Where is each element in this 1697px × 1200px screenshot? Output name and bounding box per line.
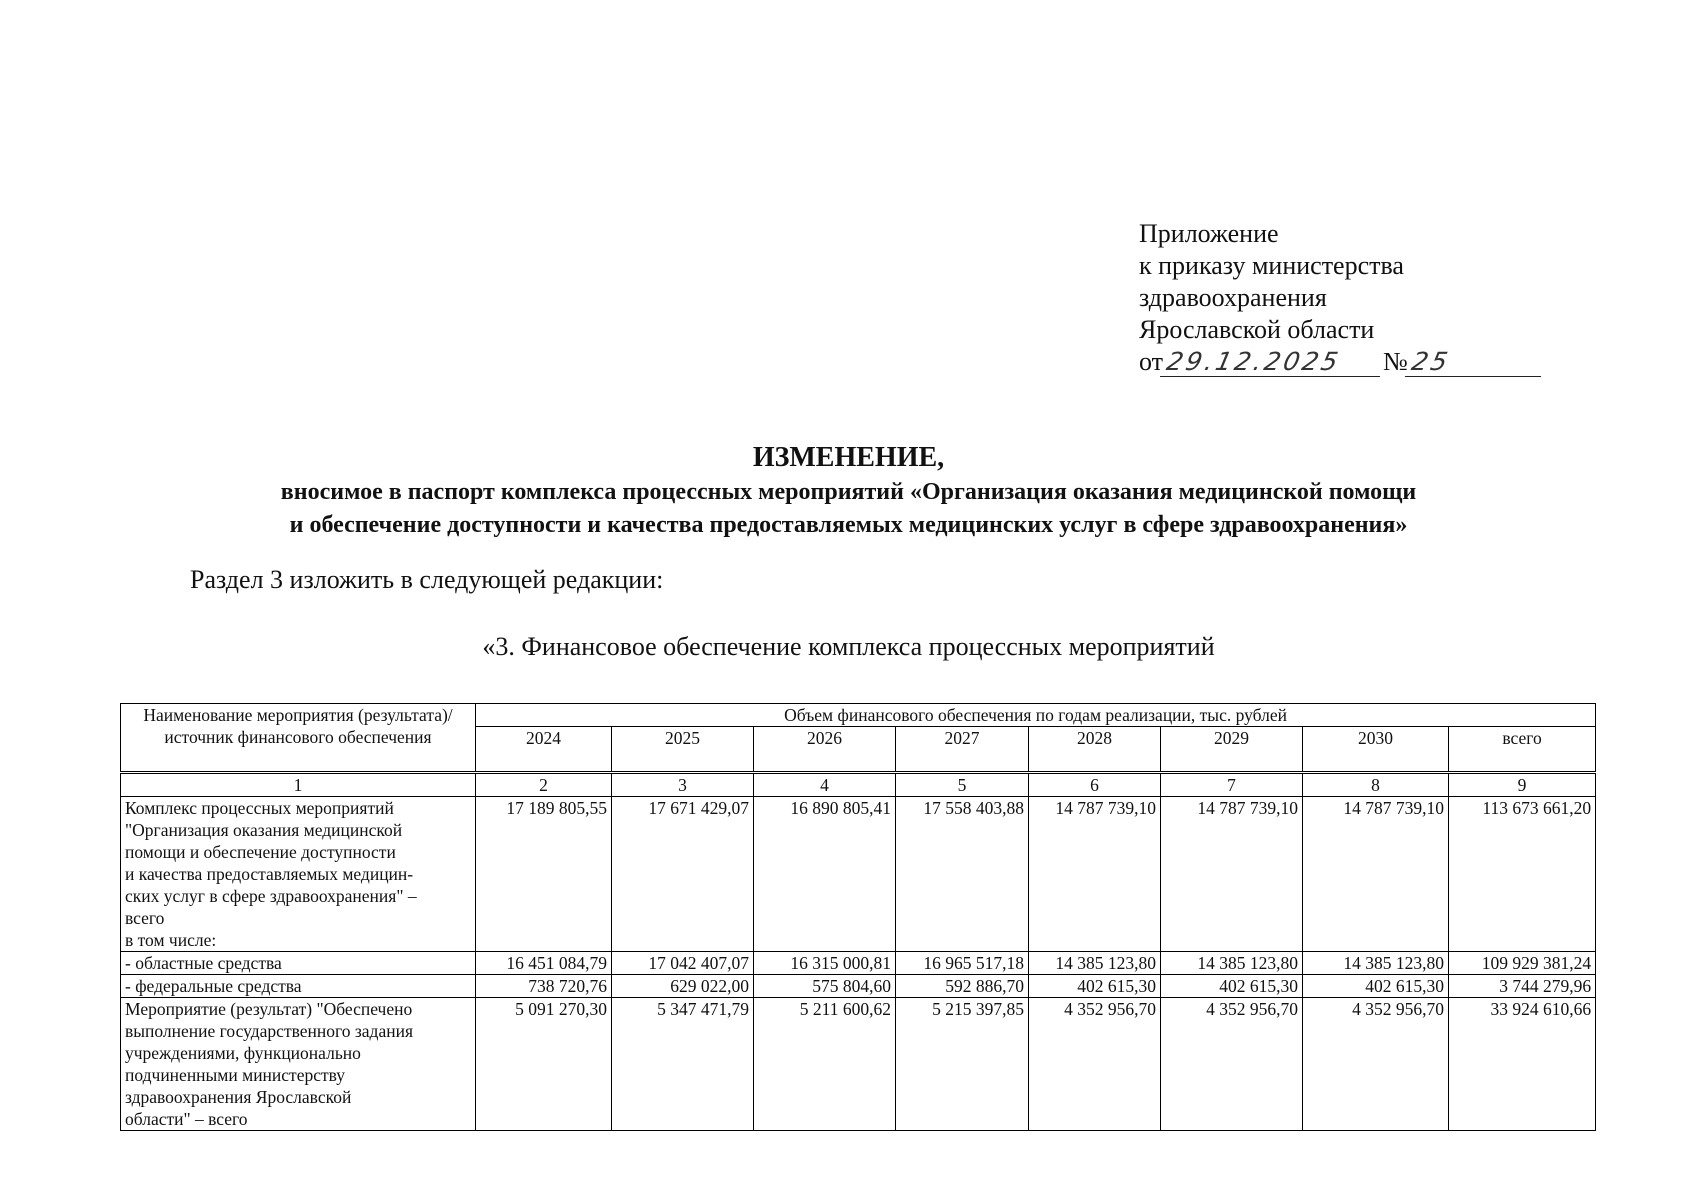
row-name-line: помощи и обеспечение доступности [125, 842, 396, 862]
row-name-line: всего [125, 908, 165, 928]
table-row-complex-total [121, 797, 1596, 952]
header-year: 2026 [754, 727, 896, 773]
column-index: 1 [121, 773, 476, 797]
row-name-line: - областные средства [125, 953, 282, 973]
value-cell: 402 615,30 [1161, 975, 1303, 998]
document-title [0, 440, 1697, 542]
row-name-line: и качества предоставляемых медицин- [125, 864, 414, 884]
value-cell: 575 804,60 [754, 975, 896, 998]
value-cell: 17 189 805,55 [476, 797, 612, 952]
value-cell: 4 352 956,70 [1029, 998, 1161, 1131]
annex-date-row [1139, 346, 1544, 378]
title-main: ИЗМЕНЕНИЕ, [752, 442, 945, 473]
row-name-line: Комплекс процессных мероприятий [125, 798, 394, 818]
value-cell-total: 109 929 381,24 [1449, 952, 1596, 975]
value-cell: 17 042 407,07 [612, 952, 754, 975]
instruction-text: Раздел 3 изложить в следующей редакции: [190, 565, 664, 594]
row-name-line: - федеральные средства [125, 976, 302, 996]
annex-line-4: Ярославской области [1139, 315, 1375, 344]
header-year: 2029 [1161, 727, 1303, 773]
title-line-3: и обеспечение доступности и качества предоставляемых медицинских услуг в сфере здравоохранения» [289, 512, 1408, 538]
value-cell: 14 385 123,80 [1161, 952, 1303, 975]
annex-line-2: к приказу министерства [1139, 251, 1404, 280]
header-year: 2024 [476, 727, 612, 773]
row-name-line: области" – всего [125, 1109, 248, 1129]
column-index: 5 [896, 773, 1029, 797]
row-name-line: в том числе: [125, 930, 217, 950]
column-index: 7 [1161, 773, 1303, 797]
value-cell: 592 886,70 [896, 975, 1029, 998]
column-index: 9 [1449, 773, 1596, 797]
value-cell: 738 720,76 [476, 975, 612, 998]
table-row-state-assignment [121, 998, 1596, 1131]
header-year: 2028 [1029, 727, 1161, 773]
row-name-line: подчиненными министерству [125, 1065, 346, 1085]
value-cell: 5 211 600,62 [754, 998, 896, 1131]
column-index: 6 [1029, 773, 1161, 797]
row-name [121, 975, 476, 998]
value-cell: 16 890 805,41 [754, 797, 896, 952]
column-index: 3 [612, 773, 754, 797]
value-cell: 14 787 739,10 [1303, 797, 1449, 952]
value-cell: 402 615,30 [1029, 975, 1161, 998]
title-line-2: вносимое в паспорт комплекса процессных мероприятий «Организация оказания медицинской помощи [280, 479, 1417, 505]
handwritten-number: 25 [1405, 348, 1547, 377]
date-prefix: от [1139, 347, 1164, 376]
header-year: 2027 [896, 727, 1029, 773]
value-cell: 14 787 739,10 [1029, 797, 1161, 952]
header-year: 2025 [612, 727, 754, 773]
value-cell-total: 33 924 610,66 [1449, 998, 1596, 1131]
row-name [121, 952, 476, 975]
row-name [121, 797, 476, 952]
handwritten-date: 29.12.2025 [1160, 348, 1386, 377]
value-cell: 16 451 084,79 [476, 952, 612, 975]
value-cell: 14 385 123,80 [1303, 952, 1449, 975]
value-cell-total: 113 673 661,20 [1449, 797, 1596, 952]
header-name: Наименование мероприятия (результата)/ источник финансового обеспечения [121, 704, 476, 773]
value-cell: 5 215 397,85 [896, 998, 1029, 1131]
value-cell: 16 965 517,18 [896, 952, 1029, 975]
value-cell: 402 615,30 [1303, 975, 1449, 998]
row-name-line: "Организация оказания медицинской [125, 820, 403, 840]
value-cell: 4 352 956,70 [1161, 998, 1303, 1131]
column-index: 2 [476, 773, 612, 797]
value-cell: 5 091 270,30 [476, 998, 612, 1131]
section-title: «3. Финансовое обеспечение комплекса процессных мероприятий [482, 632, 1215, 661]
table-row-federal-funds [121, 975, 1596, 998]
value-cell: 4 352 956,70 [1303, 998, 1449, 1131]
number-sign: № [1383, 347, 1408, 376]
header-year: 2030 [1303, 727, 1449, 773]
row-name-line: здравоохранения Ярославской [125, 1087, 352, 1107]
column-index: 4 [754, 773, 896, 797]
value-cell: 5 347 471,79 [612, 998, 754, 1131]
row-name-line: ских услуг в сфере здравоохранения" – [125, 886, 417, 906]
column-index-row [121, 773, 1596, 797]
value-cell: 16 315 000,81 [754, 952, 896, 975]
row-name-line: выполнение государственного задания [125, 1021, 413, 1041]
value-cell: 14 787 739,10 [1161, 797, 1303, 952]
column-index: 8 [1303, 773, 1449, 797]
table-row-regional-funds [121, 952, 1596, 975]
annex-line-1: Приложение [1139, 219, 1279, 248]
header-group: Объем финансового обеспечения по годам реализации, тыс. рублей [476, 704, 1596, 727]
row-name-line: учреждениями, функционально [125, 1043, 361, 1063]
value-cell: 14 385 123,80 [1029, 952, 1161, 975]
row-name [121, 998, 476, 1131]
value-cell: 17 558 403,88 [896, 797, 1029, 952]
annex-block [1139, 218, 1544, 378]
value-cell: 17 671 429,07 [612, 797, 754, 952]
financing-table [120, 703, 1596, 1131]
value-cell: 629 022,00 [612, 975, 754, 998]
annex-line-3: здравоохранения [1139, 283, 1327, 312]
value-cell-total: 3 744 279,96 [1449, 975, 1596, 998]
header-total: всего [1449, 727, 1596, 773]
row-name-line: Мероприятие (результат) "Обеспечено [125, 999, 413, 1019]
